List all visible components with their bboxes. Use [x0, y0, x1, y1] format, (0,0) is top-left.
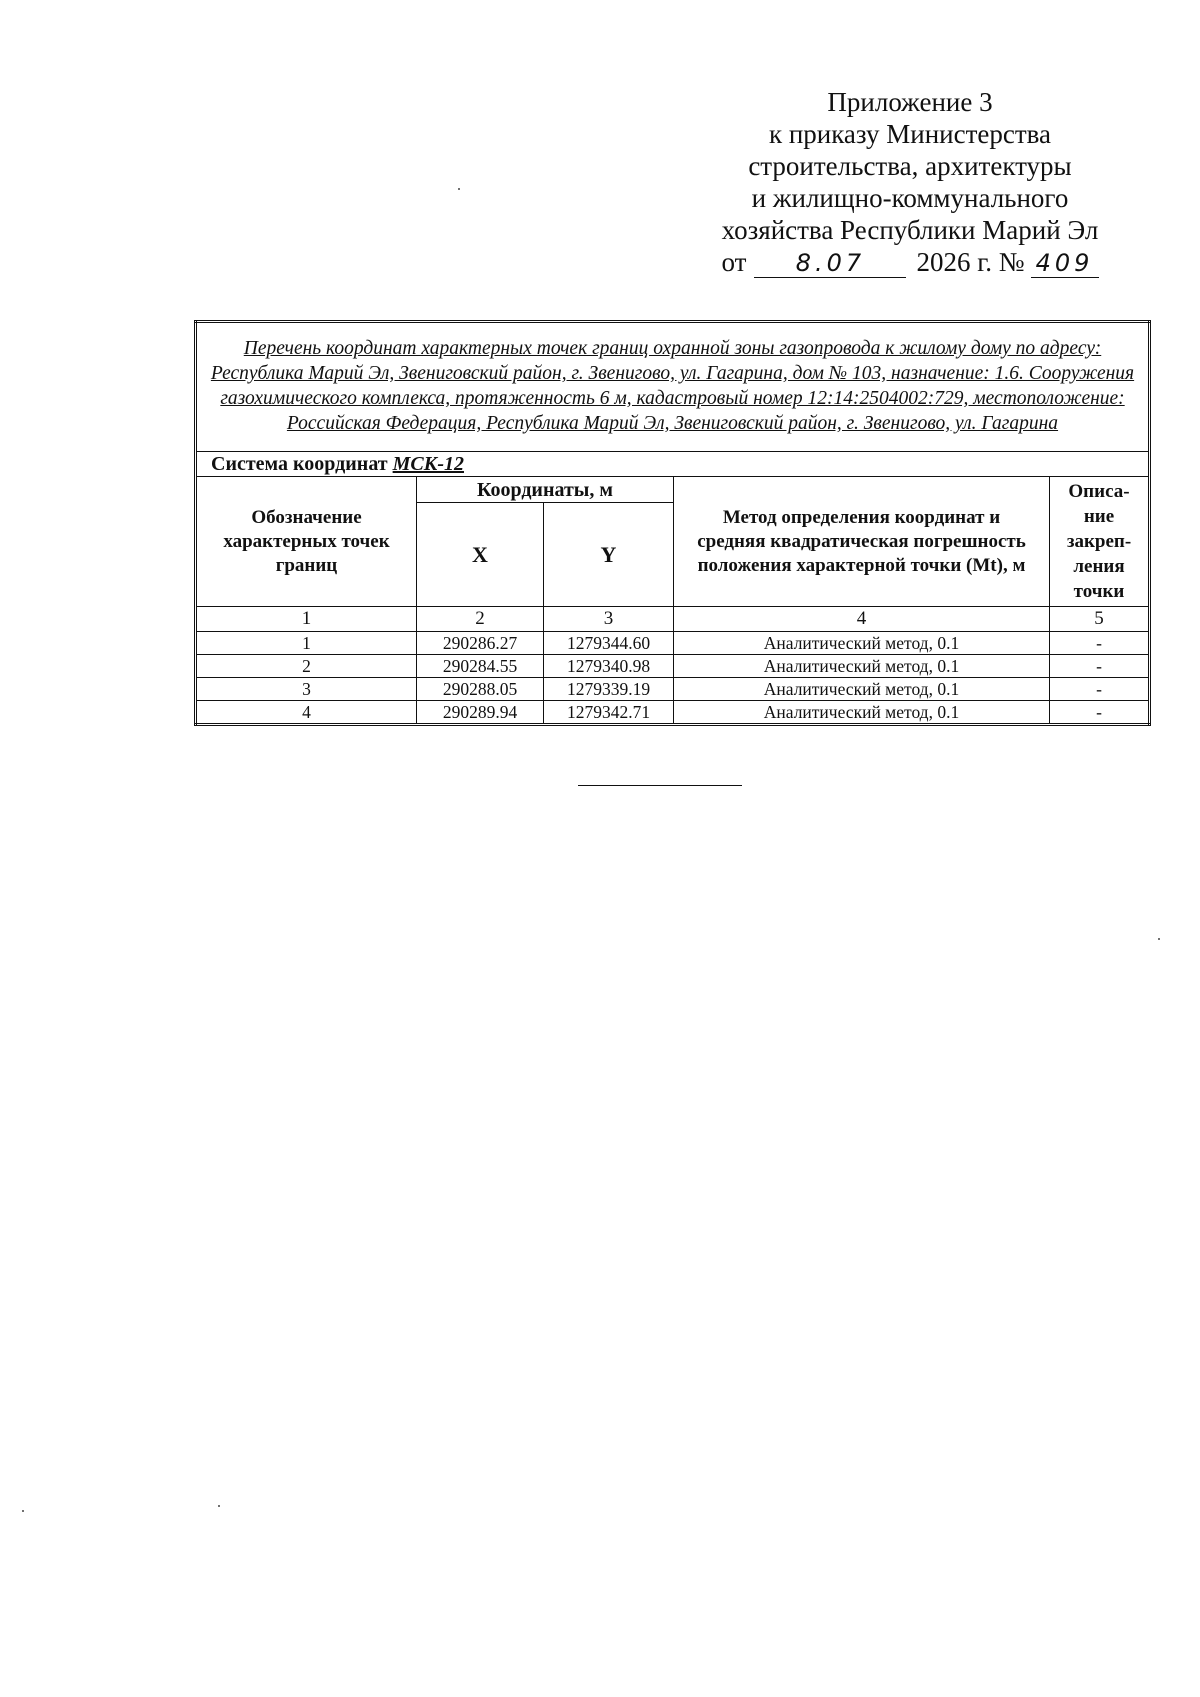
table-row [196, 701, 1150, 725]
column-number: 5 [1050, 607, 1150, 632]
date-prefix: от [721, 247, 747, 277]
col-coords-header: Координаты, м [417, 477, 674, 503]
appendix-header [700, 86, 1120, 278]
column-number: 2 [417, 607, 544, 632]
table-row [196, 678, 1150, 701]
col-y-header: Y [544, 503, 674, 607]
point-id: 2 [196, 655, 417, 678]
col-designation-header: Обозначение характерных точек границ [196, 477, 417, 607]
column-number: 1 [196, 607, 417, 632]
scan-speck [22, 1510, 24, 1512]
column-number-row [196, 607, 1150, 632]
method: Аналитический метод, 0.1 [674, 678, 1050, 701]
table-row [196, 632, 1150, 655]
order-date-line [700, 246, 1120, 278]
description: - [1050, 655, 1150, 678]
coord-y: 1279344.60 [544, 632, 674, 655]
method: Аналитический метод, 0.1 [674, 632, 1050, 655]
coordinates-table [194, 320, 1151, 726]
table-caption: Перечень координат характерных точек границ охранной зоны газопровода к жилому дому по адресу: Республика Марий Эл, Звениговский район, г. Звенигово, ул. Гагарина, дом № 103, назначение: 1.6. Сооружения газохимического комплекса, протяженность 6 м, кадастровый номер 12:14:2504002:729, местоположение: Российская Федерация, Республика Марий Эл, Звениговский район, г. Звенигово, ул. Гагарина [196, 322, 1150, 452]
coordinate-system-label: Система координат [211, 453, 388, 475]
coord-y: 1279340.98 [544, 655, 674, 678]
point-id: 4 [196, 701, 417, 725]
coordinate-system-row [196, 452, 1150, 477]
col-method-header: Метод определения координат и средняя квадратическая погрешность положения характерной точки (Mt), м [674, 477, 1050, 607]
coord-x: 290284.55 [417, 655, 544, 678]
handwritten-number: 409 [1031, 249, 1099, 278]
col-description-header: Описа- ние закреп- ления точки [1050, 477, 1150, 607]
method: Аналитический метод, 0.1 [674, 701, 1050, 725]
header-line: и жилищно-коммунального [751, 183, 1069, 213]
coord-x: 290288.05 [417, 678, 544, 701]
scan-speck [1158, 938, 1160, 940]
header-line: к приказу Министерства [768, 119, 1052, 149]
description: - [1050, 701, 1150, 725]
column-number: 3 [544, 607, 674, 632]
header-line: Приложение 3 [827, 87, 993, 117]
point-id: 1 [196, 632, 417, 655]
scan-speck [458, 188, 460, 190]
coord-y: 1279339.19 [544, 678, 674, 701]
method: Аналитический метод, 0.1 [674, 655, 1050, 678]
end-divider [578, 785, 742, 786]
coordinate-system-value: МСК-12 [392, 453, 464, 475]
coord-y: 1279342.71 [544, 701, 674, 725]
col-x-header: X [417, 503, 544, 607]
year-text: 2026 г. № [916, 247, 1025, 277]
column-number: 4 [674, 607, 1050, 632]
point-id: 3 [196, 678, 417, 701]
description: - [1050, 632, 1150, 655]
table-row [196, 655, 1150, 678]
scan-speck [218, 1505, 220, 1507]
header-line: строительства, архитектуры [748, 151, 1072, 181]
handwritten-date: 8.07 [754, 249, 906, 278]
coord-x: 290286.27 [417, 632, 544, 655]
coord-x: 290289.94 [417, 701, 544, 725]
header-line: хозяйства Республики Марий Эл [721, 215, 1099, 245]
description: - [1050, 678, 1150, 701]
